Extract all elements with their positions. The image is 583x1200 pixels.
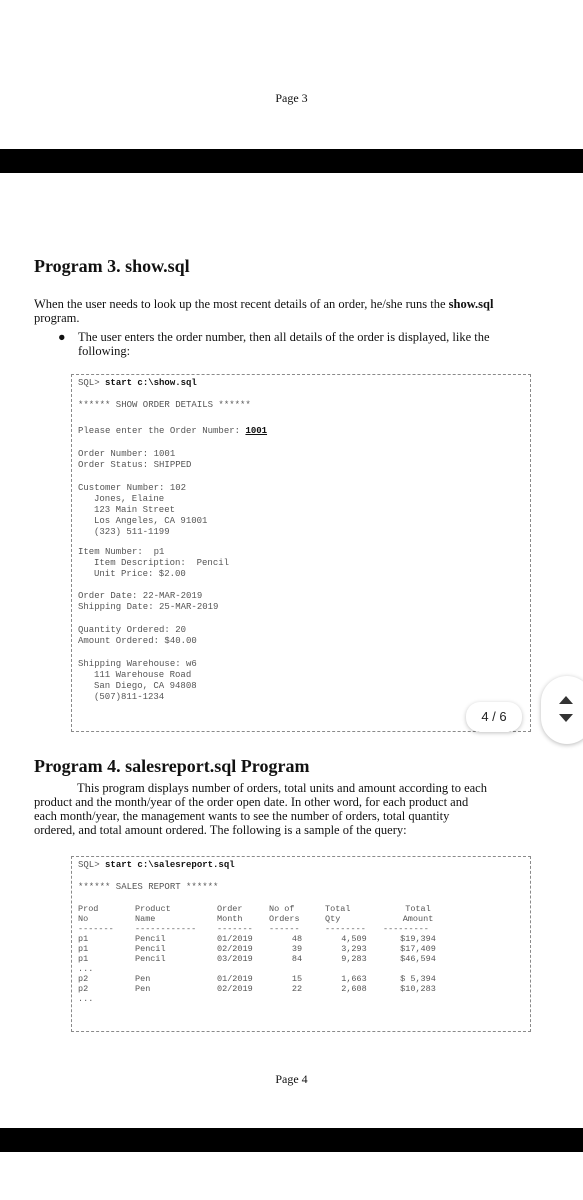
program-4-heading: Program 4. salesreport.sql Program bbox=[34, 756, 310, 776]
warehouse-phone: (507)811-1234 bbox=[94, 692, 165, 702]
table-header-row: No Name Month Orders Qty Amount bbox=[78, 914, 434, 924]
unit-price: Unit Price: $2.00 bbox=[94, 569, 186, 579]
customer-phone: (323) 511-1199 bbox=[94, 527, 170, 537]
order-number: Order Number: 1001 bbox=[78, 449, 176, 459]
program-3-heading: Program 3. show.sql bbox=[34, 256, 190, 276]
bullet-text: The user enters the order number, then all details of the order is displayed, like the bbox=[78, 330, 490, 344]
sales-report-table bbox=[78, 904, 453, 1004]
desc-line: This program displays number of orders, total units and amount according to each bbox=[77, 781, 487, 795]
intro-text-2: program. bbox=[34, 311, 80, 325]
terminal-banner: ****** SALES REPORT ****** bbox=[78, 882, 219, 892]
order-number-prompt: Please enter the Order Number: 1001 bbox=[78, 426, 268, 436]
show-sql-terminal bbox=[71, 374, 531, 732]
page-3-label: Page 3 bbox=[275, 91, 308, 105]
table-row: p2 Pen 01/2019 15 1,663 $ 5,394 bbox=[78, 974, 436, 984]
desc-line: product and the month/year of the order open date. In other word, for each product and bbox=[34, 795, 469, 809]
table-header-row: Prod Product Order No of Total Total bbox=[78, 904, 431, 914]
salesreport-terminal bbox=[71, 856, 531, 1032]
amount-ordered: Amount Ordered: $40.00 bbox=[78, 636, 197, 646]
page-separator bbox=[0, 149, 583, 173]
terminal-banner: ****** SHOW ORDER DETAILS ****** bbox=[78, 400, 251, 410]
terminal-command-line: SQL> start c:\show.sql bbox=[78, 378, 197, 388]
page-counter-badge: 4 / 6 bbox=[466, 702, 522, 732]
order-number-input: 1001 bbox=[245, 426, 268, 436]
table-divider-row: ------- ------------ ------- ------ -------- --------- bbox=[78, 924, 429, 934]
order-date: Order Date: 22-MAR-2019 bbox=[78, 591, 203, 601]
customer-street: 123 Main Street bbox=[94, 505, 176, 515]
quantity-ordered: Quantity Ordered: 20 bbox=[78, 625, 187, 635]
order-status: Order Status: SHIPPED bbox=[78, 460, 192, 470]
chevron-down-icon[interactable] bbox=[559, 714, 573, 722]
table-ellipsis-row: ... bbox=[78, 964, 94, 974]
intro-text: When the user needs to look up the most recent details of an order, he/she runs the bbox=[34, 297, 449, 311]
chevron-up-icon[interactable] bbox=[559, 696, 573, 704]
bullet-text-2: following: bbox=[78, 344, 131, 358]
program-3-intro bbox=[34, 297, 554, 325]
page-separator-bottom bbox=[0, 1128, 583, 1152]
shipping-date: Shipping Date: 25-MAR-2019 bbox=[78, 602, 219, 612]
bullet-dot-icon: ● bbox=[58, 330, 66, 344]
item-number: Item Number: p1 bbox=[78, 547, 165, 557]
desc-line: ordered, and total amount ordered. The following is a sample of the query: bbox=[34, 823, 407, 837]
warehouse-street: 111 Warehouse Road bbox=[94, 670, 192, 680]
page-scroll-button[interactable] bbox=[541, 676, 583, 744]
customer-name: Jones, Elaine bbox=[94, 494, 165, 504]
page-4-label: Page 4 bbox=[275, 1072, 308, 1086]
warehouse-city: San Diego, CA 94808 bbox=[94, 681, 197, 691]
shipping-warehouse: Shipping Warehouse: w6 bbox=[78, 659, 197, 669]
program-4-description bbox=[34, 781, 534, 837]
intro-bold-filename: show.sql bbox=[448, 297, 494, 311]
table-row: p2 Pen 02/2019 22 2,608 $10,283 bbox=[78, 984, 436, 994]
customer-city: Los Angeles, CA 91001 bbox=[94, 516, 208, 526]
item-description: Item Description: Pencil bbox=[94, 558, 230, 568]
table-ellipsis-row: ... bbox=[78, 994, 94, 1004]
table-row: p1 Pencil 03/2019 84 9,283 $46,594 bbox=[78, 954, 436, 964]
customer-number: Customer Number: 102 bbox=[78, 483, 187, 493]
terminal-command-line: SQL> start c:\salesreport.sql bbox=[78, 860, 235, 870]
table-row: p1 Pencil 02/2019 39 3,293 $17,409 bbox=[78, 944, 436, 954]
desc-line: each month/year, the management wants to see the number of orders, total quantity bbox=[34, 809, 450, 823]
table-row: p1 Pencil 01/2019 48 4,509 $19,394 bbox=[78, 934, 436, 944]
